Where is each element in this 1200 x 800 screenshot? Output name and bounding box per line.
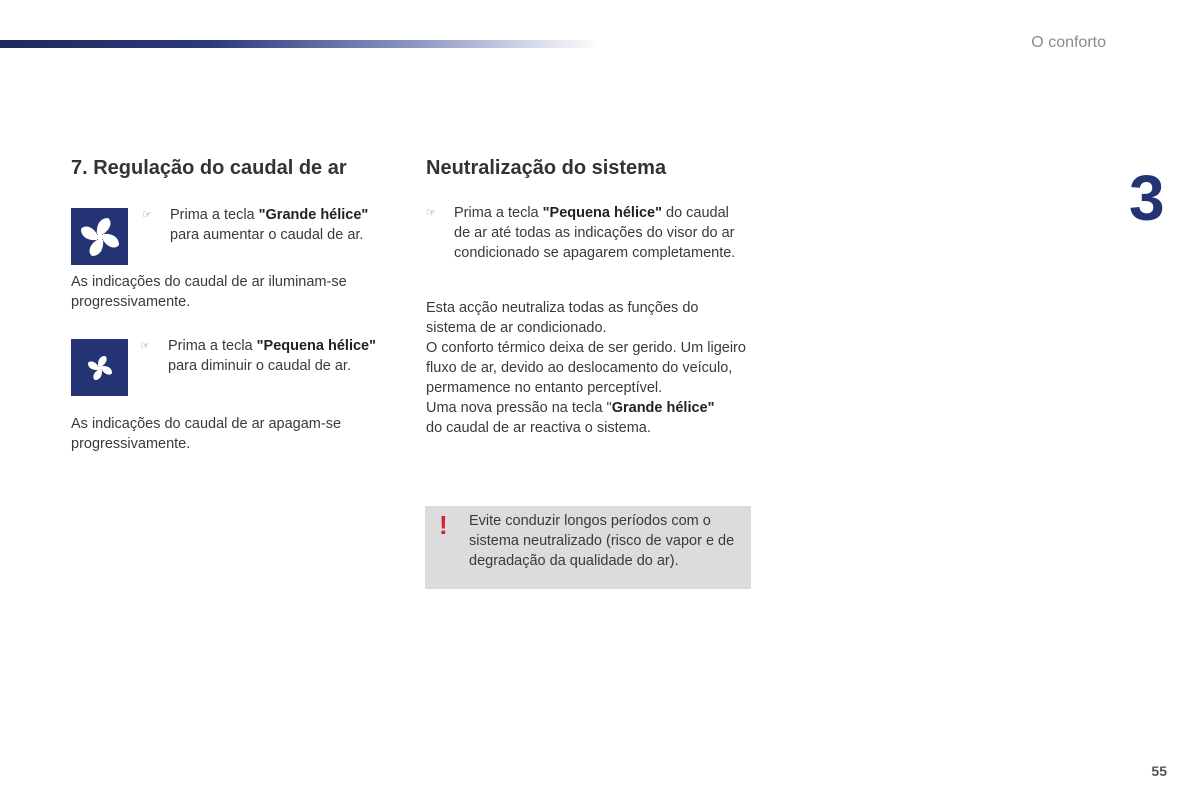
paragraph-thermal-comfort: O conforto térmico deixa de ser gerido. Um ligeiro fluxo de ar, devido ao deslocamento do veículo, permamence no entanto perceptível. xyxy=(426,340,746,396)
section-heading-neutralization: Neutralização do sistema xyxy=(426,157,667,179)
paragraph-reactivate: Uma nova pressão na tecla "Grande hélice" do caudal de ar reactiva o sistema. xyxy=(426,400,715,436)
warning-box xyxy=(425,506,751,589)
large-fan-icon xyxy=(71,208,128,265)
instruction-neutralize-system: ☞ Prima a tecla "Pequena hélice" do caudal de ar até todas as indicações do visor do ar condicionado se apagarem completamente. xyxy=(426,205,736,261)
section-title: O conforto xyxy=(1031,34,1106,51)
warning-text: Evite conduzir longos períodos com o sistema neutralizado (risco de vapor e de degradação da qualidade do ar). xyxy=(469,513,735,569)
paragraph-neutralization-effect: Esta acção neutraliza todas as funções do sistema de ar condicionado. xyxy=(426,300,699,336)
key-name-large-fan: "Grande hélice" xyxy=(258,207,369,223)
header-gradient-bar xyxy=(0,40,600,48)
hand-pointer-icon: ☞ xyxy=(142,209,152,221)
paragraph-airflow-increase-result: As indicações do caudal de ar iluminam-se progressivamente. xyxy=(71,274,347,310)
hand-pointer-icon: ☞ xyxy=(140,340,150,352)
instruction-increase-airflow: ☞ Prima a tecla "Grande hélice" para aumentar o caudal de ar. xyxy=(142,207,369,243)
warning-icon: ! xyxy=(439,510,448,540)
key-name-small-fan: "Pequena hélice" xyxy=(542,205,662,221)
section-heading-airflow: 7. Regulação do caudal de ar xyxy=(71,157,347,179)
key-name-large-fan: Grande hélice" xyxy=(611,400,715,416)
small-fan-icon xyxy=(71,339,128,396)
instruction-decrease-airflow: ☞ Prima a tecla "Pequena hélice" para diminuir o caudal de ar. xyxy=(140,338,376,374)
hand-pointer-icon: ☞ xyxy=(426,207,436,219)
chapter-number: 3 xyxy=(1129,162,1165,234)
key-name-small-fan: "Pequena hélice" xyxy=(256,338,376,354)
page-number: 55 xyxy=(1151,763,1167,779)
paragraph-airflow-decrease-result: As indicações do caudal de ar apagam-se progressivamente. xyxy=(71,416,342,452)
